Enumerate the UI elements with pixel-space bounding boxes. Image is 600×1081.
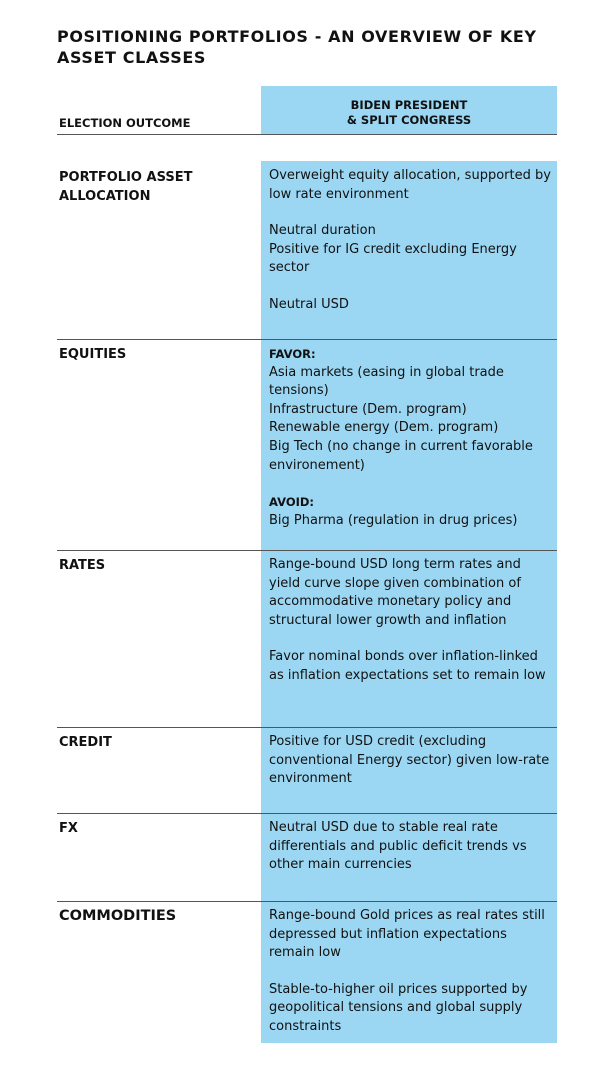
scenario-header-line-1: BIDEN PRESIDENT [350, 98, 468, 112]
text-line: Neutral USD due to stable real rate differentials and public deficit trends vs other main currencies [269, 820, 527, 873]
paragraph [269, 222, 553, 278]
row-label-portfolio-asset-allocation: PORTFOLIO ASSET ALLOCATION [59, 170, 193, 204]
scenario-header-line-2: & SPLIT CONGRESS [346, 113, 472, 127]
row-label-credit: CREDIT [59, 735, 112, 750]
scenario-header [261, 98, 557, 128]
favor-label: FAVOR: [269, 347, 316, 361]
row-divider [57, 727, 557, 728]
favor-item: Big Tech (no change in current favorable environement) [269, 438, 533, 473]
paragraph [269, 296, 553, 315]
header-divider [57, 134, 557, 135]
avoid-item: Big Pharma (regulation in drug prices) [269, 512, 518, 528]
paragraph [269, 733, 553, 789]
favor-item: Asia markets (easing in global trade tensions) [269, 364, 504, 399]
text-line: Positive for IG credit excluding Energy sector [269, 241, 517, 276]
paragraph [269, 907, 553, 963]
text-line: Overweight equity allocation, supported by low rate environment [269, 168, 551, 202]
paragraph [269, 648, 553, 685]
row-divider [57, 339, 557, 340]
row-content-commodities [269, 907, 553, 1037]
paragraph [269, 819, 553, 875]
row-divider [57, 901, 557, 902]
row-label-fx: FX [59, 821, 78, 836]
page-title: POSITIONING PORTFOLIOS - AN OVERVIEW OF KEY ASSET CLASSES [57, 27, 537, 67]
row-label-equities: EQUITIES [59, 347, 127, 362]
row-content-rates [269, 556, 553, 686]
paragraph [269, 981, 553, 1037]
row-content-fx [269, 819, 553, 875]
text-line: Range-bound USD long term rates and yield curve slope given combination of accommodative monetary policy and structural lower growth and inflation [269, 557, 521, 628]
row-label-commodities: COMMODITIES [59, 908, 177, 924]
text-line: Neutral duration [269, 223, 376, 239]
text-line: Range-bound Gold prices as real rates still depressed but inflation expectations remain low [269, 908, 545, 961]
favor-block [269, 345, 553, 475]
paragraph [269, 167, 553, 204]
paragraph [269, 556, 553, 630]
text-line: Stable-to-higher oil prices supported by geopolitical tensions and global supply constraints [269, 981, 528, 1034]
row-divider [57, 550, 557, 551]
avoid-block [269, 493, 553, 530]
row-content-equities [269, 345, 553, 530]
row-label-rates: RATES [59, 558, 106, 573]
row-content-credit [269, 733, 553, 789]
row-divider [57, 813, 557, 814]
avoid-label: AVOID: [269, 495, 315, 510]
favor-item: Infrastructure (Dem. program) [269, 401, 467, 417]
election-outcome-header: ELECTION OUTCOME [59, 116, 191, 130]
row-content-portfolio-asset-allocation [269, 167, 553, 315]
text-line: Positive for USD credit (excluding conventional Energy sector) given low-rate environment [269, 734, 550, 787]
text-line: Neutral USD [269, 296, 349, 312]
favor-item: Renewable energy (Dem. program) [269, 420, 499, 436]
text-line: Favor nominal bonds over inflation-linked as inflation expectations set to remain low [269, 649, 546, 683]
